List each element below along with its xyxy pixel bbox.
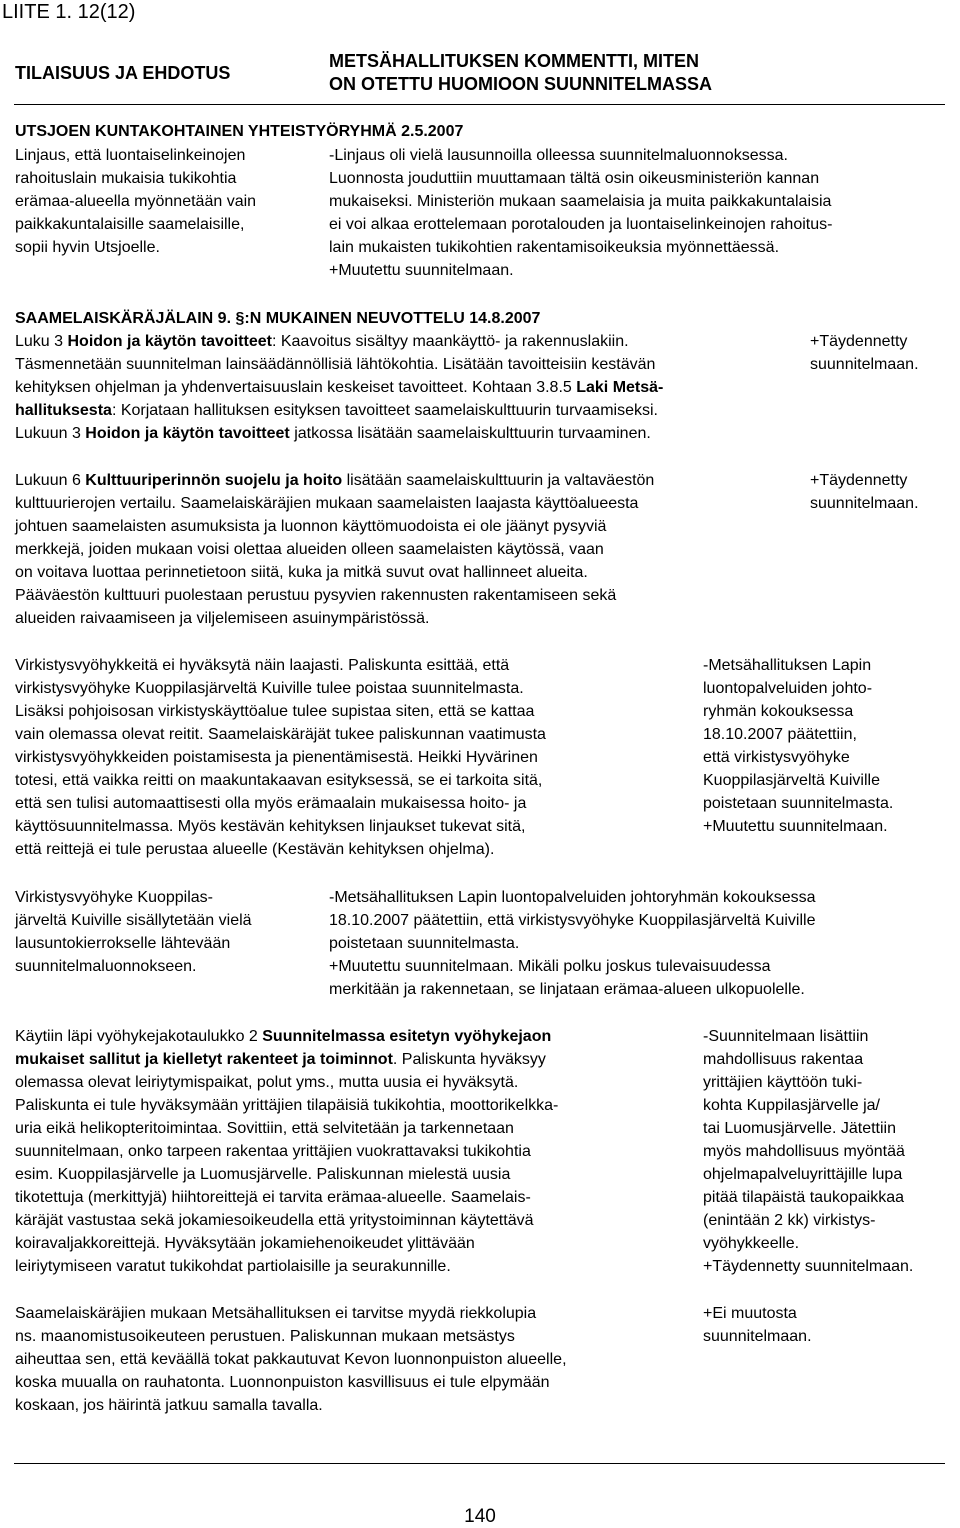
proposal-item-6 — [15, 1302, 567, 1417]
utsjoki-comment — [329, 144, 832, 282]
text-run: : Korjataan hallituksen esityksen tavoitteet saamelaiskulttuurin turvaamiseksi. — [111, 402, 658, 419]
text-run-bold: Kulttuuriperinnön suojelu ja hoito — [85, 472, 343, 489]
proposal-line: vain olemassa olevat reitit. Saamelaiskäräjät tukee paliskunnan vaatimusta — [15, 726, 546, 743]
text-run: Luku 3 — [15, 333, 68, 350]
proposal-line: koska muualla on rauhatonta. Luonnonpuiston kasvillisuus ei tule elpymään — [15, 1374, 550, 1391]
comment-line: lain mukaisten tukikohtien rakentamisoikeuksia myönnettäessä. — [329, 239, 780, 256]
comment-line: kohta Kuppilasjärvelle ja/ — [703, 1097, 880, 1114]
comment-line: suunnitelmaan. — [810, 495, 919, 512]
proposal-line — [15, 1025, 558, 1048]
comment-line: suunnitelmaan. — [810, 356, 919, 373]
comment-item-4 — [329, 886, 816, 1001]
comment-line: Kuoppilasjärveltä Kuiville — [703, 772, 880, 789]
comment-line: +Ei muutosta — [703, 1305, 797, 1322]
proposal-line: käyttösuunnitelmassa. Myös kestävän kehityksen linjaukset tukevat sitä, — [15, 818, 526, 835]
proposal-line: että sen tulisi automaattisesti olla myös erämaalain mukaisessa hoito- ja — [15, 795, 527, 812]
comment-line: 18.10.2007 päätettiin, — [703, 726, 857, 743]
proposal-line: koiravaljakkoreittejä. Hyväksytään jokamiehenoikeudet ylittävään — [15, 1235, 475, 1252]
comment-item-5 — [703, 1025, 913, 1278]
proposal-line: Saamelaiskäräjien mukaan Metsähallituksen ei tarvitse myydä riekkolupia — [15, 1305, 537, 1322]
proposal-item-1 — [15, 330, 663, 445]
proposal-line: aiheuttaa sen, että keväällä tokat pakkautuvat Kevon luonnonpuiston alueelle, — [15, 1351, 567, 1368]
proposal-line: järveltä Kuiville sisällytetään vielä — [15, 912, 252, 929]
comment-line: mukaiseksi. Ministeriön mukaan saamelaisia ja muita paikkakuntalaisia — [329, 193, 832, 210]
text-run-bold: Suunnitelmassa esitetyn vyöhykejaon — [262, 1028, 552, 1045]
proposal-line: on voitava luottaa perinnetietoon siitä, kuka ja mitkä suvut ovat hallinneet alueita. — [15, 564, 588, 581]
proposal-line: tikotettuja (merkittyjä) hiihtoreittejä ei tarvita erämaa-alueelle. Saamelais- — [15, 1189, 531, 1206]
proposal-line: erämaa-alueella myönnetään vain — [15, 193, 257, 210]
proposal-line: virkistysvyöhyke Kuoppilasjärveltä Kuiville tulee poistaa suunnitelmasta. — [15, 680, 524, 697]
proposal-line: merkkejä, joiden mukaan voisi olettaa alueiden olleen saamelaisten käytössä, vaan — [15, 541, 604, 558]
proposal-line: paikkakuntalaisille saamelaisille, — [15, 216, 245, 233]
column-heading-comment — [329, 50, 712, 96]
proposal-line: virkistysvyöhykkeiden poistamisesta ja pienentämisestä. Heikki Hyvärinen — [15, 749, 538, 766]
comment-line: pitää tilapäistä taukopaikkaa — [703, 1189, 905, 1206]
comment-item-3 — [703, 654, 893, 838]
text-run-bold: mukaiset sallitut ja kielletyt rakenteet ja toiminnot — [15, 1051, 393, 1068]
proposal-line: leiriytymiseen varatut tukikohdat partiolaisille ja seurakunnille. — [15, 1258, 451, 1275]
comment-line: -Metsähallituksen Lapin — [703, 657, 872, 674]
proposal-line: koskaan, jos häirintä jatkuu samalla tavalla. — [15, 1397, 323, 1414]
comment-line: poistetaan suunnitelmasta. — [329, 935, 520, 952]
text-run-bold: hallituksesta — [15, 402, 112, 419]
text-run: lisätään saamelaiskulttuurin ja valtaväestön — [342, 472, 655, 489]
text-run: Lukuun 6 — [15, 472, 86, 489]
comment-line: yrittäjien käyttöön tuki- — [703, 1074, 863, 1091]
comment-line: +Täydennetty suunnitelmaan. — [703, 1258, 914, 1275]
comment-item-1 — [810, 330, 919, 376]
section-heading-utsjoki: UTSJOEN KUNTAKOHTAINEN YHTEISTYÖRYHMÄ 2.5.2007 — [15, 123, 464, 140]
comment-line: mahdollisuus rakentaa — [703, 1051, 864, 1068]
footer-divider — [14, 1463, 945, 1464]
proposal-line: käräjät vastustaa sekä jokamiesoikeudella että yritystoiminnan käytettävä — [15, 1212, 534, 1229]
comment-line: myös mahdollisuus myöntää — [703, 1143, 905, 1160]
column-heading-comment-line: ON OTETTU HUOMIOON SUUNNITELMASSA — [329, 74, 712, 94]
comment-line: +Täydennetty — [810, 333, 908, 350]
column-heading-proposal: TILAISUUS JA EHDOTUS — [15, 63, 231, 83]
comment-line: +Muutettu suunnitelmaan. — [703, 818, 888, 835]
proposal-line — [15, 376, 663, 399]
appendix-label: LIITE 1. 12(12) — [2, 1, 136, 23]
comment-line: +Muutettu suunnitelmaan. — [329, 262, 514, 279]
comment-line: suunnitelmaan. — [703, 1328, 812, 1345]
text-run: Lukuun 3 — [15, 425, 86, 442]
proposal-line: Virkistysvyöhyke Kuoppilas- — [15, 889, 214, 906]
proposal-line: johtuen saamelaisten asumuksista ja luonnon käyttömuodoista ei ole jäänyt pysyviä — [15, 518, 607, 535]
comment-line: (enintään 2 kk) virkistys- — [703, 1212, 876, 1229]
comment-line: poistetaan suunnitelmasta. — [703, 795, 894, 812]
text-run-bold: Laki Metsä- — [576, 379, 664, 396]
utsjoki-proposal — [15, 144, 256, 259]
proposal-line: Täsmennetään suunnitelman lainsäädännöllisiä lähtökohtia. Lisätään tavoitteisiin kestävän — [15, 356, 656, 373]
comment-line: ohjelmapalveluyrittäjille lupa — [703, 1166, 903, 1183]
proposal-item-2 — [15, 469, 654, 630]
header-divider — [14, 104, 945, 105]
proposal-line: uria eikä helikopteritoimintaa. Sovittiin, että selvitetään ja tarkennetaan — [15, 1120, 514, 1137]
proposal-line: olemassa olevat leiriytymispaikat, polut yms., mutta uusia ei hyväksytä. — [15, 1074, 519, 1091]
proposal-line — [15, 1048, 558, 1071]
proposal-item-5 — [15, 1025, 558, 1278]
proposal-line — [15, 469, 654, 492]
proposal-line: kulttuurierojen vertailu. Saamelaiskäräjien mukaan saamelaisten laajasta käyttöalueesta — [15, 495, 639, 512]
comment-line: ryhmän kokouksessa — [703, 703, 854, 720]
comment-line: että virkistysvyöhyke — [703, 749, 850, 766]
proposal-line: Lisäksi pohjoisosan virkistyskäyttöalue tulee supistaa siten, että se kattaa — [15, 703, 535, 720]
section-heading-saamelaiskarajat: SAAMELAISKÄRÄJÄLAIN 9. §:N MUKAINEN NEUVOTTELU 14.8.2007 — [15, 310, 541, 327]
comment-line: 18.10.2007 päätettiin, että virkistysvyöhyke Kuoppilasjärveltä Kuiville — [329, 912, 816, 929]
comment-line: vyöhykkeelle. — [703, 1235, 800, 1252]
proposal-line: suunnitelmaluonnokseen. — [15, 958, 197, 975]
proposal-line — [15, 422, 663, 445]
text-run: jatkossa lisätään saamelaiskulttuurin turvaaminen. — [289, 425, 651, 442]
comment-item-2 — [810, 469, 919, 515]
comment-line: +Muutettu suunnitelmaan. Mikäli polku joskus tulevaisuudessa — [329, 958, 771, 975]
proposal-line: suunnitelmaan, onko tarpeen rakentaa yrittäjien vuokrattavaksi tukikohtia — [15, 1143, 531, 1160]
proposal-line: lausuntokierrokselle lähtevään — [15, 935, 231, 952]
comment-line: -Metsähallituksen Lapin luontopalveluiden johtoryhmän kokouksessa — [329, 889, 816, 906]
text-run: kehityksen ohjelman ja yhdenvertaisuuslain keskeiset tavoitteet. Kohtaan 3.8.5 — [15, 379, 577, 396]
proposal-line: Virkistysvyöhykkeitä ei hyväksytä näin laajasti. Paliskunta esittää, että — [15, 657, 510, 674]
proposal-line: ns. maanomistusoikeuteen perustuen. Paliskunnan mukaan metsästys — [15, 1328, 515, 1345]
comment-line: merkitään ja rakennetaan, se linjataan erämaa-alueen ulkopuolelle. — [329, 981, 805, 998]
proposal-line: totesi, että vaikka reitti on maakuntakaavan esityksessä, se ei tarkoita sitä, — [15, 772, 543, 789]
page-number: 140 — [464, 1506, 496, 1527]
comment-line: ei voi alkaa erottelemaan porotalouden ja luontaiselinkeinojen rahoitus- — [329, 216, 833, 233]
comment-line: tai Luomusjärvelle. Jätettiin — [703, 1120, 896, 1137]
proposal-line: Paliskunta ei tule hyväksymään yrittäjien tilapäisiä tukikohtia, moottorikelkka- — [15, 1097, 559, 1114]
text-run: : Kaavoitus sisältyy maankäyttö- ja rakennuslakiin. — [271, 333, 629, 350]
proposal-item-3 — [15, 654, 546, 861]
proposal-line: esim. Kuoppilasjärvelle ja Luomusjärvelle. Paliskunnan mielestä uusia — [15, 1166, 511, 1183]
text-run: . Paliskunta hyväksyy — [392, 1051, 546, 1068]
proposal-line — [15, 330, 663, 353]
comment-line: -Linjaus oli vielä lausunnoilla olleessa suunnitelmaluonnoksessa. — [329, 147, 788, 164]
comment-line: Luonnosta jouduttiin muuttamaan tältä osin oikeusministeriön kannan — [329, 170, 820, 187]
proposal-item-4 — [15, 886, 252, 978]
comment-item-6 — [703, 1302, 812, 1348]
comment-line: luontopalveluiden johto- — [703, 680, 873, 697]
text-run-bold: Hoidon ja käytön tavoitteet — [67, 333, 272, 350]
proposal-line: Linjaus, että luontaiselinkeinojen — [15, 147, 246, 164]
comment-line: +Täydennetty — [810, 472, 908, 489]
text-run: Käytiin läpi vyöhykejakotaulukko 2 — [15, 1028, 263, 1045]
proposal-line — [15, 399, 663, 422]
column-heading-comment-line: METSÄHALLITUKSEN KOMMENTTI, MITEN — [329, 51, 699, 71]
proposal-line: sopii hyvin Utsjoelle. — [15, 239, 160, 256]
text-run-bold: Hoidon ja käytön tavoitteet — [85, 425, 290, 442]
proposal-line: että reittejä ei tule perustaa alueelle (Kestävän kehityksen ohjelma). — [15, 841, 495, 858]
proposal-line: rahoituslain mukaisia tukikohtia — [15, 170, 237, 187]
proposal-line: alueiden raivaamiseen ja viljelemiseen asuinympäristössä. — [15, 610, 430, 627]
comment-line: -Suunnitelmaan lisättiin — [703, 1028, 869, 1045]
proposal-line: Pääväestön kulttuuri puolestaan perustuu pysyvien rakennusten rakentamiseen sekä — [15, 587, 617, 604]
